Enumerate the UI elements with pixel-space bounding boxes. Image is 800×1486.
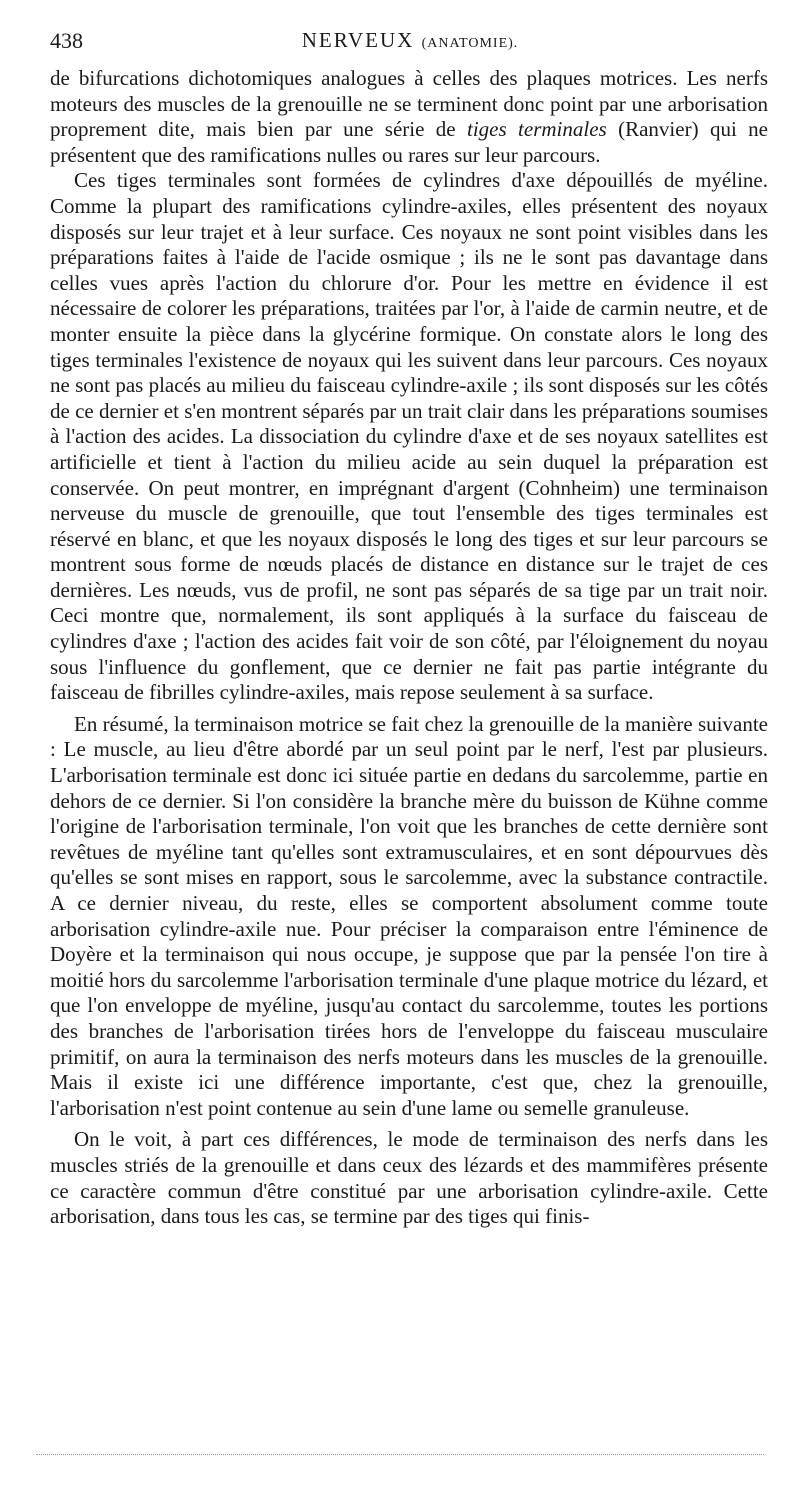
running-head-title: NERVEUX [301, 28, 415, 52]
body-text [50, 66, 768, 1230]
running-head [50, 28, 770, 53]
paragraph-1 [50, 66, 768, 168]
paragraph-1-after: (Ranvier) qui ne présentent que des ramifications nulles ou rares sur leur parcours. [50, 117, 768, 167]
paragraph-4: On le voit, à part ces différences, le mode de terminaison des nerfs dans les muscles striés de la grenouille et dans ceux des lézards et des mammifères présente ce caractère commun d'être constitué par une arborisation cylindre-axile. Cette arborisation, dans tous les cas, se termine par des tiges qui finis- [50, 1127, 768, 1229]
page-header [50, 28, 770, 58]
page-number: 438 [50, 28, 83, 53]
paragraph-2: Ces tiges terminales sont formées de cylindres d'axe dépouillés de myéline. Comme la plupart des ramifications cylindre-axiles, elles présentent des noyaux disposés sur leur trajet et à leur surface. Ces noyaux ne sont point visibles dans les préparations faites à l'aide de l'acide osmique ; ils ne le sont pas davantage dans celles vues après l'action du chlorure d'or. Pour les mettre en évidence il est nécessaire de colorer les préparations, traitées par l'or, à l'aide de carmin neutre, et de monter ensuite la pièce dans la glycérine formique. On constate alors le long des tiges terminales l'existence de noyaux qui les suivent dans leur parcours. Ces noyaux ne sont pas placés au milieu du faisceau cylindre-axile ; ils sont disposés sur les côtés de ce dernier et s'en montrent séparés par un trait clair dans les préparations soumises à l'action des acides. La dissociation du cylindre d'axe et de ses noyaux satellites est artificielle et tient à l'action du milieu acide au sein duquel la préparation est conservée. On peut montrer, en imprégnant d'argent (Cohnheim) une terminaison nerveuse du muscle de grenouille, que tout l'ensemble des tiges terminales est réservé en blanc, et que les noyaux disposés le long des tiges et sur leur parcours se montrent sous forme de nœuds placés de distance en distance sur le trajet de ces dernières. Les nœuds, vus de profil, ne sont pas séparés de sa tige par un trait noir. Ceci montre que, normalement, ils sont appliqués à la surface du faisceau de cylindres d'axe ; l'action des acides fait voir de son côté, par l'éloignement du noyau sous l'influence du gonflement, que ce dernier ne fait pas partie intégrante du faisceau de fibrilles cylindre-axiles, mais repose seulement à sa surface. [50, 168, 768, 705]
paragraph-1-before: de bifurcations dichotomiques analogues à celles des plaques motrices. Les nerfs moteurs des muscles de la grenouille ne se terminent donc point par une arborisation proprement dite, mais bien par une série de [50, 66, 768, 142]
footer-rule [36, 1454, 764, 1455]
running-head-subtitle: (ANATOMIE). [421, 36, 519, 51]
paragraph-3: En résumé, la terminaison motrice se fait chez la grenouille de la manière suivante : Le muscle, au lieu d'être abordé par un seul point par le nerf, l'est par plusieurs. L'arborisation terminale est donc ici située partie en dedans du sarcolemme, partie en dehors de ce dernier. Si l'on considère la branche mère du buisson de Kühne comme l'origine de l'arborisation terminale, l'on voit que les branches de cette dernière sont revêtues de myéline tant qu'elles sont extramusculaires, et en sont dépourvues dès qu'elles se sont mises en rapport, sous le sarcolemme, avec la substance contractile. A ce dernier niveau, du reste, elles se comportent absolument comme toute arborisation cylindre-axile nue. Pour préciser la comparaison entre l'éminence de Doyère et la terminaison qui nous occupe, je suppose que par la pensée l'on tire à moitié hors du sarcolemme l'arborisation terminale d'une plaque motrice du lézard, et que l'on enveloppe de myéline, jusqu'au contact du sarcolemme, toutes les portions des branches de l'arborisation tirées hors de l'enveloppe du faisceau musculaire primitif, on aura la terminaison des nerfs moteurs dans les muscles de la grenouille. Mais il existe ici une différence importante, c'est que, chez la grenouille, l'arborisation n'est point contenue au sein d'une lame ou semelle granuleuse. [50, 711, 768, 1120]
paragraph-1-emphasis: tiges terminales [467, 117, 607, 142]
